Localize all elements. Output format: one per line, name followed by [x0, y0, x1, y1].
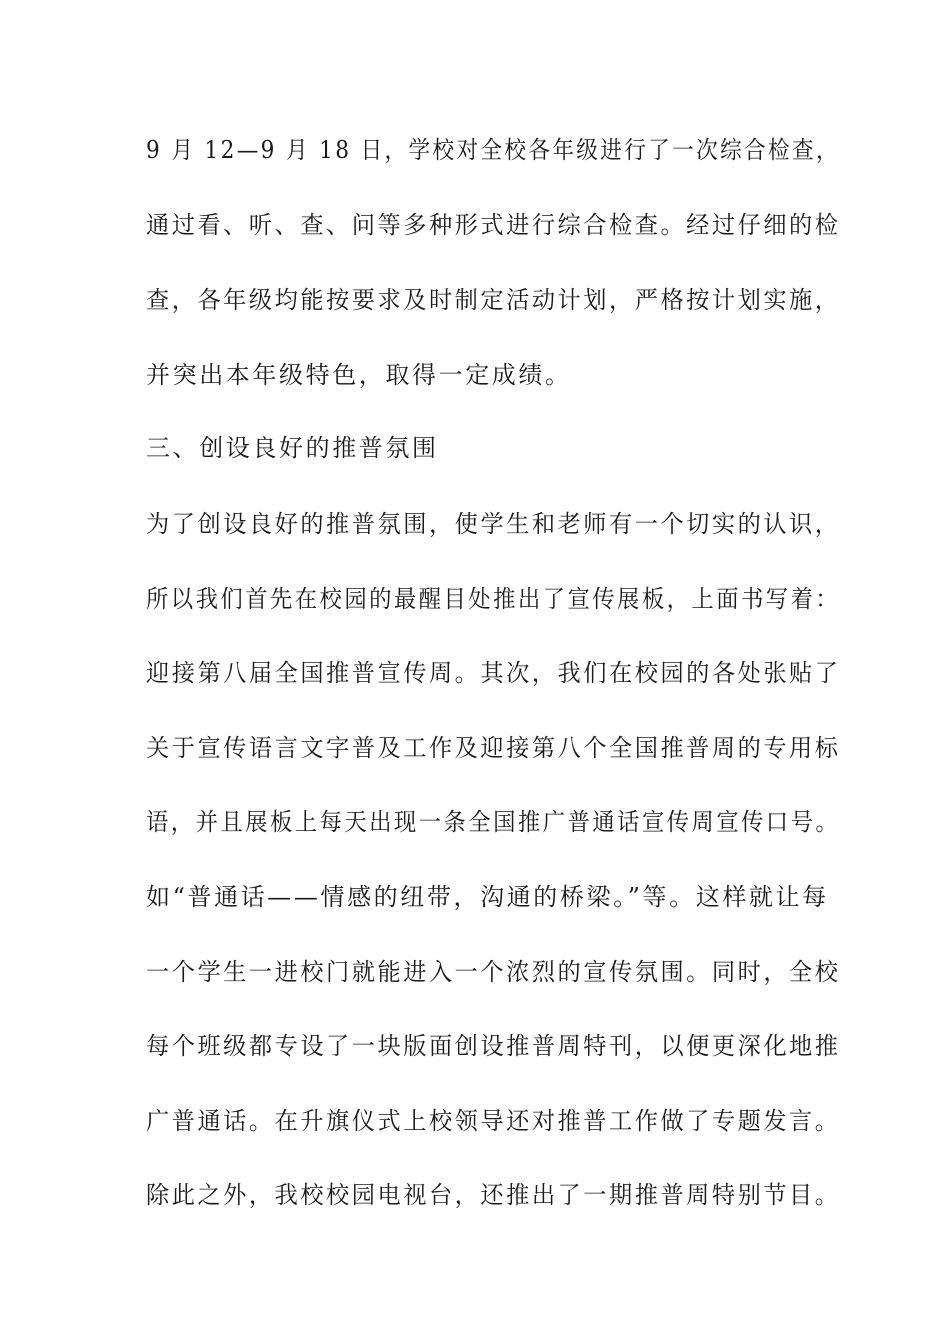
paragraph-line: 每个班级都专设了一块版面创设推普周特刊，以便更深化地推 — [146, 1032, 841, 1060]
paragraph-line: 如“普通话——情感的纽带，沟通的桥梁。”等。这样就让每 — [146, 883, 829, 911]
paragraph-line: 迎接第八届全国推普宣传周。其次，我们在校园的各处张贴了 — [146, 659, 841, 687]
paragraph-line: 语，并且展板上每天出现一条全国推广普通话宣传周宣传口号。 — [146, 808, 841, 836]
paragraph-line: 为了创设良好的推普氛围，使学生和老师有一个切实的认识， — [146, 510, 841, 538]
paragraph-line: 广普通话。在升旗仪式上校领导还对推普工作做了专题发言。 — [146, 1107, 841, 1135]
paragraph-line: 查，各年级均能按要求及时制定活动计划，严格按计划实施， — [146, 286, 841, 314]
section-heading: 三、创设良好的推普氛围 — [146, 434, 439, 462]
paragraph-line: 通过看、听、查、问等多种形式进行综合检查。经过仔细的检 — [146, 211, 841, 239]
paragraph-line: 除此之外，我校校园电视台，还推出了一期推普周特别节目。 — [146, 1181, 841, 1209]
paragraph-line: 一个学生一进校门就能进入一个浓烈的宣传氛围。同时，全校 — [146, 958, 841, 986]
paragraph-line: 所以我们首先在校园的最醒目处推出了宣传展板，上面书写着： — [146, 585, 841, 613]
paragraph-line: 9 月 12—9 月 18 日，学校对全校各年级进行了一次综合检查， — [146, 136, 840, 164]
paragraph-line: 并突出本年级特色，取得一定成绩。 — [146, 361, 572, 389]
paragraph-line: 关于宣传语言文字普及工作及迎接第八个全国推普周的专用标 — [146, 734, 841, 762]
